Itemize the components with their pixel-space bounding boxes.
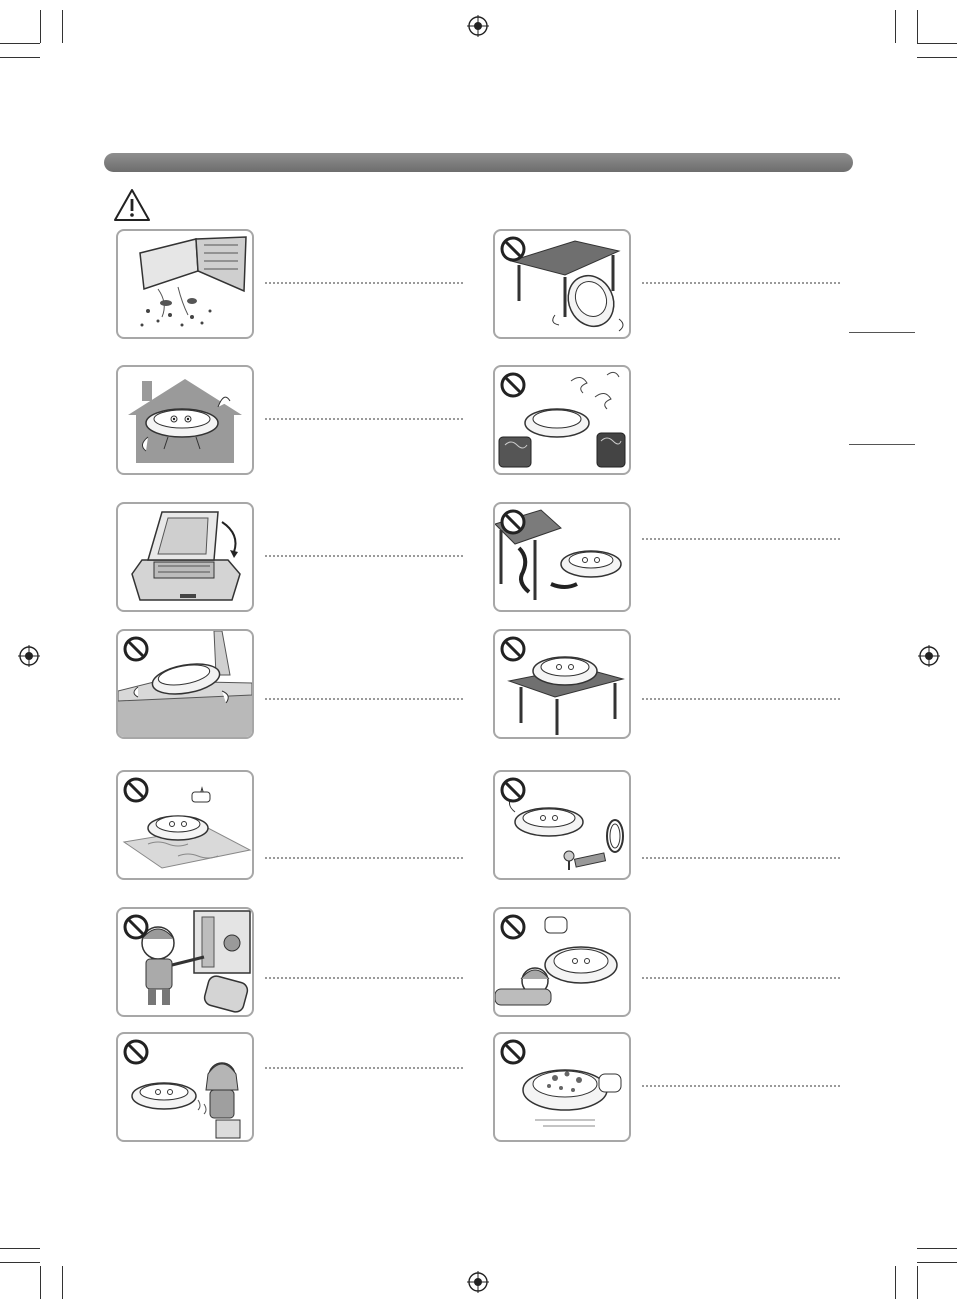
dotted-leader-line	[642, 1085, 840, 1087]
caution-triangle-icon	[113, 188, 151, 222]
dotted-leader-line	[265, 1067, 463, 1069]
no-entry-icon	[495, 231, 629, 337]
illustration-panel	[493, 502, 631, 612]
registration-mark-icon	[918, 645, 940, 667]
illustration-panel	[493, 907, 631, 1017]
no-entry-icon	[495, 1034, 629, 1140]
illustration-panel	[493, 365, 631, 475]
dotted-leader-line	[642, 282, 840, 284]
no-entry-icon	[495, 631, 629, 737]
dotted-leader-line	[265, 857, 463, 859]
section-header-bar	[104, 153, 853, 172]
side-index-line	[849, 444, 915, 445]
dotted-leader-line	[265, 282, 463, 284]
no-entry-icon	[495, 909, 629, 1015]
illustration-panel	[116, 365, 254, 475]
dotted-leader-line	[265, 698, 463, 700]
registration-mark-icon	[18, 645, 40, 667]
dotted-leader-line	[265, 977, 463, 979]
dotted-leader-line	[642, 857, 840, 859]
dotted-leader-line	[265, 418, 463, 420]
no-entry-icon	[118, 1034, 252, 1140]
dotted-leader-line	[265, 555, 463, 557]
no-entry-icon	[118, 909, 252, 1015]
illustration-panel	[116, 502, 254, 612]
registration-mark-icon	[467, 1271, 489, 1293]
illustration-panel	[116, 629, 254, 739]
no-entry-icon	[118, 631, 252, 737]
dotted-leader-line	[642, 977, 840, 979]
no-entry-icon	[118, 772, 252, 878]
illustration-panel	[116, 229, 254, 339]
illustration-panel	[493, 629, 631, 739]
registration-mark-icon	[467, 15, 489, 37]
no-entry-icon	[495, 772, 629, 878]
illustration-panel	[493, 1032, 631, 1142]
illustration-panel	[116, 907, 254, 1017]
dotted-leader-line	[642, 698, 840, 700]
robot-lid-open-icon	[118, 504, 252, 610]
dust-bin-emptying-icon	[118, 231, 252, 337]
illustration-panel	[493, 770, 631, 880]
illustration-panel	[116, 770, 254, 880]
illustration-panel	[116, 1032, 254, 1142]
dotted-leader-line	[642, 538, 840, 540]
illustration-panel	[493, 229, 631, 339]
no-entry-icon	[495, 504, 629, 610]
side-index-line	[849, 332, 915, 333]
robot-indoor-use-icon	[118, 367, 252, 473]
no-entry-icon	[495, 367, 629, 473]
